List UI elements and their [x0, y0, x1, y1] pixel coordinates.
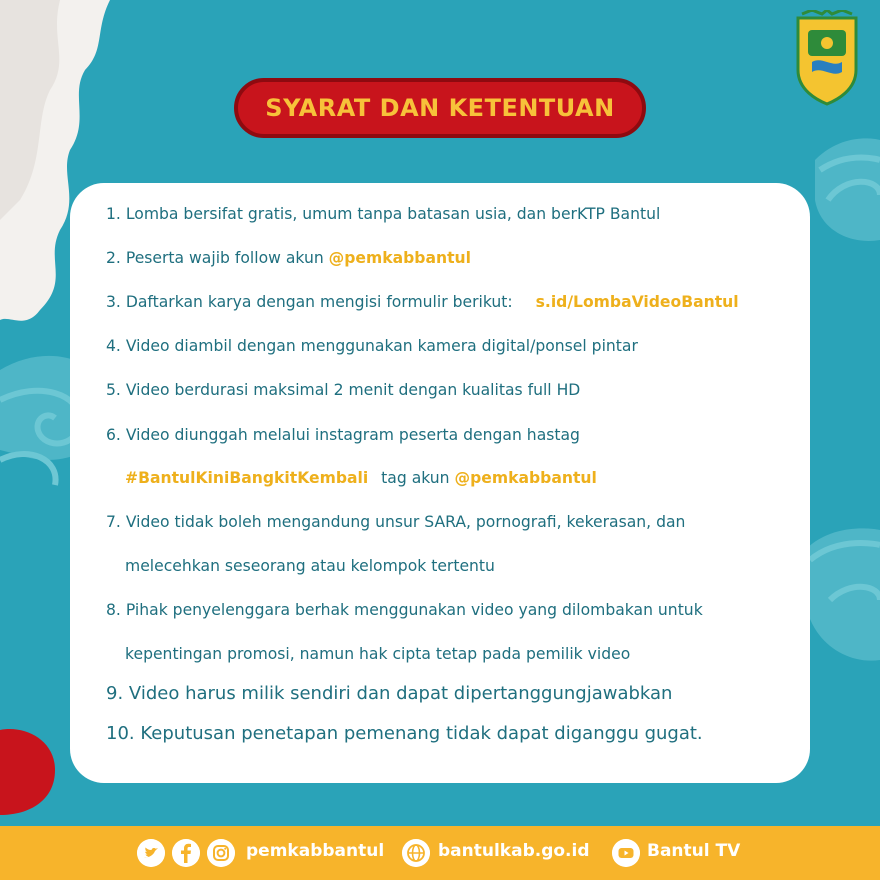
rule-number: 10.: [106, 723, 135, 744]
rule-item: [106, 205, 660, 223]
rule-number: 2.: [106, 249, 121, 267]
rule-number: 5.: [106, 381, 121, 399]
rule-item: [106, 513, 685, 531]
bantul-regency-emblem-icon: [792, 10, 862, 106]
twitter-icon[interactable]: [137, 839, 165, 867]
rule-number: 8.: [106, 601, 121, 619]
rule-highlight: @pemkabbantul: [454, 469, 597, 487]
rule-item-continuation: [125, 469, 597, 487]
rule-item: [106, 683, 672, 704]
rule-number: 7.: [106, 513, 121, 531]
rule-hashtag: #BantulKiniBangkitKembali: [125, 469, 369, 487]
rule-text: Video berdurasi maksimal 2 menit dengan kualitas full HD: [125, 381, 581, 399]
rule-number: 3.: [106, 293, 121, 311]
rule-number: 6.: [106, 426, 121, 444]
facebook-icon[interactable]: [172, 839, 200, 867]
rule-text: melecehkan seseorang atau kelompok tertentu: [125, 557, 495, 575]
rule-item: [106, 723, 703, 744]
rule-text: Keputusan penetapan pemenang tidak dapat diganggu gugat.: [140, 723, 703, 744]
red-blob: [0, 729, 55, 815]
rule-text: kepentingan promosi, namun hak cipta tetap pada pemilik video: [125, 645, 631, 663]
rule-number: 1.: [106, 205, 121, 223]
rule-text: Lomba bersifat gratis, umum tanpa batasan usia, dan berKTP Bantul: [125, 205, 661, 223]
rules-card: [70, 183, 810, 783]
rule-item-continuation: [125, 645, 630, 663]
rule-highlight: @pemkabbantul: [328, 249, 471, 267]
footer-bar: [0, 826, 880, 880]
globe-icon: [402, 839, 430, 867]
rule-item-continuation: [125, 557, 495, 575]
rule-item: [106, 249, 471, 267]
social-handle[interactable]: pemkabbantul: [246, 841, 385, 861]
rule-text: Pihak penyelenggara berhak menggunakan video yang dilombakan untuk: [125, 601, 703, 619]
youtube-channel[interactable]: Bantul TV: [647, 841, 741, 861]
rule-text: Video tidak boleh mengandung unsur SARA, pornografi, kekerasan, dan: [125, 513, 686, 531]
rule-item: [106, 601, 703, 619]
rule-item: [106, 426, 580, 444]
rule-text: tag akun: [381, 469, 455, 487]
rule-text: Video harus milik sendiri dan dapat dipertanggungjawabkan: [128, 683, 673, 704]
rule-item: [106, 381, 580, 399]
rule-text: Daftarkan karya dengan mengisi formulir berikut:: [125, 293, 513, 311]
rule-item: [106, 337, 638, 355]
rule-item: [106, 293, 739, 311]
page-title: SYARAT DAN KETENTUAN: [234, 78, 646, 138]
instagram-icon[interactable]: [207, 839, 235, 867]
website-link[interactable]: bantulkab.go.id: [438, 841, 590, 861]
rule-number: 9.: [106, 683, 124, 704]
rule-text: Video diambil dengan menggunakan kamera digital/ponsel pintar: [125, 337, 638, 355]
rule-text: Peserta wajib follow akun: [125, 249, 329, 267]
youtube-icon: [612, 839, 640, 867]
rule-link: s.id/LombaVideoBantul: [535, 293, 739, 311]
rule-number: 4.: [106, 337, 121, 355]
rule-text: Video diunggah melalui instagram peserta dengan hastag: [125, 426, 580, 444]
